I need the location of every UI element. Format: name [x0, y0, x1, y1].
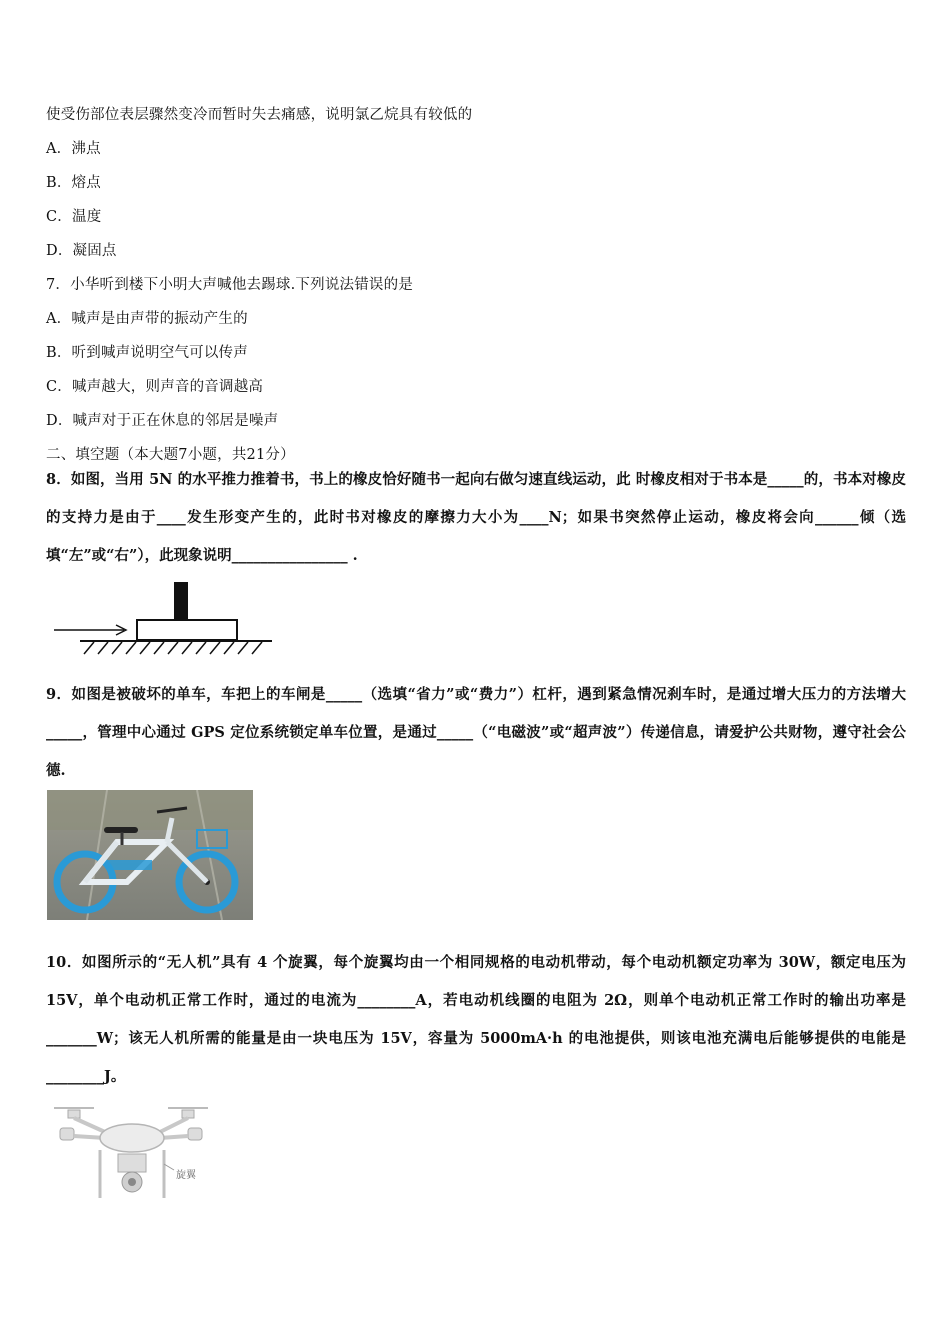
q10-text: 10．如图所示的“无人机”具有 4 个旋翼，每个旋翼均由一个相同规格的电动机带动，每个电动机额定功率为 30W，额定电压为 15V，单个电动机正常工作时，通过的电流为________A，若电动机线圈的电阻为 2Ω，则单个电动机正常工作时的输出功率是_______W；该无人机所需的能量是由一块电压为 15V，容量为 5000mA·h 的电池提供，则该电池充满电后能够提供的电能是________J。 [46, 954, 906, 1085]
q6-option-a: A．沸点 [46, 141, 101, 157]
q6-stem-tail: 使受伤部位表层骤然变冷而暂时失去痛感，说明氯乙烷具有较低的 [46, 107, 473, 123]
drone-body [100, 1124, 164, 1152]
q6-option-c: C．温度 [46, 209, 102, 225]
drone-figure [50, 1098, 215, 1208]
q6-option-d: D．凝固点 [46, 243, 117, 259]
q8-text: 8．如图，当用 5N 的水平推力推着书，书上的橡皮恰好随书一起向右做匀速直线运动，此 时橡皮相对于书本是_____的，书本对橡皮的支持力是由于____发生形变产生的，此时书对橡皮的摩擦力大小为____N；如果书突然停止运动，橡皮将会向______倾（选填“左”或“右”），此现象说明________________ . [46, 471, 906, 564]
q9-text: 9．如图是被破坏的单车，车把上的车闸是_____（选填“省力”或“费力”）杠杆，遇到紧急情况刹车时，是通过增大压力的方法增大_____，管理中心通过 GPS 定位系统锁定单车位置，是通过_____（“电磁波”或“超声波”）传递信息，请爱护公共财物，遵守社会公德. [46, 686, 906, 779]
q7-option-b: B．听到喊声说明空气可以传声 [46, 345, 248, 361]
q7-option-c: C．喊声越大，则声音的音调越高 [46, 379, 264, 395]
eraser-block [174, 582, 188, 620]
book-rect [137, 620, 237, 640]
ground-hatching [84, 642, 262, 654]
q7-stem: 7．小华听到楼下小明大声喊他去踢球.下列说法错误的是 [46, 277, 414, 293]
bicycle-photo [47, 790, 253, 920]
rotor-label: 旋翼 [176, 1170, 196, 1181]
q7-option-a: A．喊声是由声带的振动产生的 [46, 311, 248, 327]
q7-option-d: D．喊声对于正在休息的邻居是噪声 [46, 413, 279, 429]
section-heading: 二、填空题（本大题7小题，共21分） [46, 447, 295, 463]
book-eraser-figure [50, 580, 275, 660]
q6-option-b: B．熔点 [46, 175, 101, 191]
